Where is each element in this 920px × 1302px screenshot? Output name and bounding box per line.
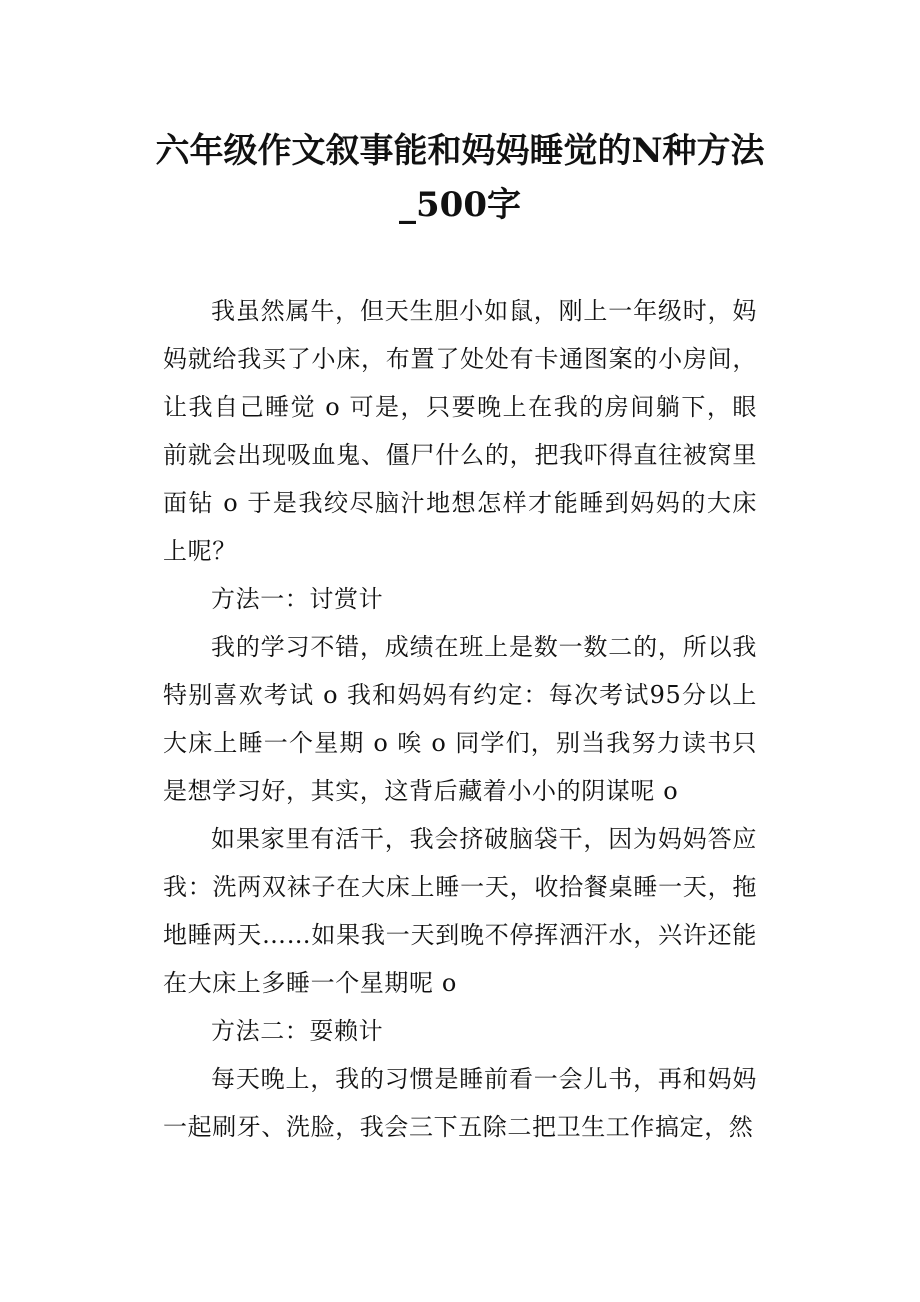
paragraph-intro: 我虽然属牛，但天生胆小如鼠，刚上一年级时，妈妈就给我买了小床，布置了处处有卡通图案的小房间，让我自己睡觉 o 可是，只要晚上在我的房间躺下，眼前就会出现吸血鬼、僵尸什么的，把我吓得直往被窝里面钻 o 于是我绞尽脑汁地想怎样才能睡到妈妈的大床上呢？ <box>163 297 757 565</box>
paragraph-method-one-chores: 如果家里有活干，我会挤破脑袋干，因为妈妈答应我：洗两双袜子在大床上睡一天，收拾餐桌睡一天，拖地睡两天……如果我一天到晚不停挥洒汗水，兴许还能在大床上多睡一个星期呢 o <box>163 825 757 997</box>
document-body <box>163 287 757 1151</box>
paragraph-method-one-exams: 我的学习不错，成绩在班上是数一数二的，所以我特别喜欢考试 o 我和妈妈有约定：每次考试95分以上大床上睡一个星期 o 唉 o 同学们，别当我努力读书只是想学习好，其实，这背后藏着小小的阴谋呢 o <box>163 633 757 805</box>
section-heading-method-one: 方法一：讨赏计 <box>211 585 384 613</box>
section-heading-method-two: 方法二：耍赖计 <box>211 1017 384 1045</box>
paragraph-method-two: 每天晚上，我的习惯是睡前看一会儿书，再和妈妈一起刷牙、洗脸，我会三下五除二把卫生工作搞定，然 <box>163 1065 757 1141</box>
document-title: 六年级作文叙事能和妈妈睡觉的N种方法_500字 <box>155 131 765 225</box>
